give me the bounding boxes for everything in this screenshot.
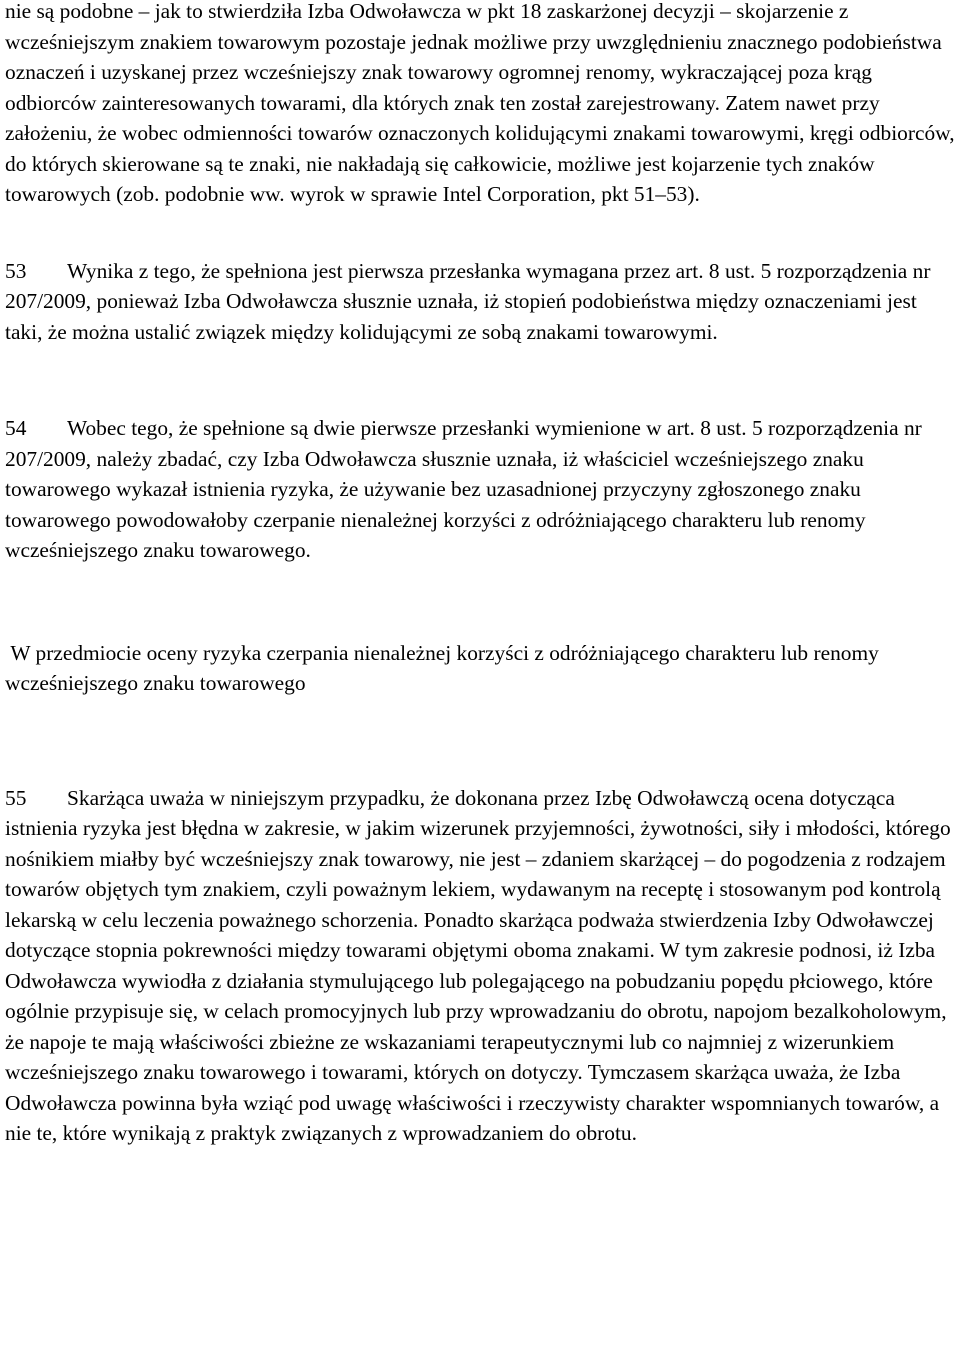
section-heading-text: W przedmiocie oceny ryzyka czerpania nienależnej korzyści z odróżniającego charakteru lub renomy wcześniejszego znaku towarowego (5, 640, 879, 695)
paragraph-text: Wobec tego, że spełnione są dwie pierwsze przesłanki wymienione w art. 8 ust. 5 rozporządzenia nr 207/2009, należy zbadać, czy Izba Odwoławcza słusznie uznała, iż właściciel wcześniejszego znaku towarowego wykazał istnienia ryzyka, że używanie bez uzasadnionej przyczyny zgłoszonego znaku towarowego powodowałoby czerpanie nienależnej korzyści z odróżniającego charakteru lub renomy wcześniejszego znaku towarowego. (5, 416, 922, 562)
paragraph-number: 53 (5, 258, 27, 283)
paragraph-55 (5, 783, 955, 1149)
paragraph-number: 54 (5, 416, 27, 440)
paragraph-text: Wynika z tego, że spełniona jest pierwsza przesłanka wymagana przez art. 8 ust. 5 rozporządzenia nr 207/2009, ponieważ Izba Odwoławcza słusznie uznała, iż stopień podobieństwa między oznaczeniami jest taki, że można ustalić związek między kolidującymi ze sobą znakami towarowymi. (5, 258, 931, 344)
paragraph-53 (5, 256, 955, 348)
paragraph-number: 55 (5, 785, 27, 810)
paragraph-54 (5, 413, 955, 566)
document-page (5, 0, 955, 1149)
paragraph-text: Skarżąca uważa w niniejszym przypadku, że dokonana przez Izbę Odwoławczą ocena dotycząca istnienia ryzyka jest błędna w zakresie, w jakim wizerunek przyjemności, żywotności, siły i młodości, którego nośnikiem miałby być wcześniejszy znak towarowy, nie jest – zdaniem skarżącej – do pogodzenia z rodzajem towarów objętych tym znakiem, czyli poważnym lekiem, wydawanym na receptę i stosowanym pod kontrolą lekarską w celu leczenia poważnego schorzenia. Ponadto skarżąca podważa stwierdzenia Izby Odwoławczej dotyczące stopnia pokrewności między towarami objętymi oboma znakami. W tym zakresie podnosi, iż Izba Odwoławcza wywiodła z działania stymulującego lub polegającego na pobudzaniu popędu płciowego, które ogólnie przypisuje się, w celach promocyjnych lub przy wprowadzaniu do obrotu, napojom bezalkoholowym, że napoje te mają właściwości zbieżne ze wskazaniami terapeutycznymi lub co najmniej z wizerunkiem wcześniejszego znaku towarowego i towarami, których on dotyczy. Tymczasem skarżąca uważa, że Izba Odwoławcza powinna była wziąć pod uwagę właściwości i rzeczywisty charakter wspomnianych towarów, a nie te, które wynikają z praktyk związanych z wprowadzaniem do obrotu. (5, 785, 951, 1145)
paragraph-intro: nie są podobne – jak to stwierdziła Izba Odwoławcza w pkt 18 zaskarżonej decyzji – skojarzenie z wcześniejszym znakiem towarowym pozostaje jednak możliwe przy uwzględnieniu znacznego podobieństwa oznaczeń i uzyskanej przez wcześniejszy znak towarowy ogromnej renomy, wykraczającej poza krąg odbiorców zainteresowanych towarami, dla których znak ten został zarejestrowany. Zatem nawet przy założeniu, że wobec odmienności towarów oznaczonych kolidującymi znakami towarowymi, kręgi odbiorców, do których skierowane są te znaki, nie nakładają się całkowicie, możliwe jest kojarzenie tych znaków towarowych (zob. podobnie ww. wyrok w sprawie Intel Corporation, pkt 51–53). (5, 0, 955, 206)
section-heading (5, 638, 955, 699)
